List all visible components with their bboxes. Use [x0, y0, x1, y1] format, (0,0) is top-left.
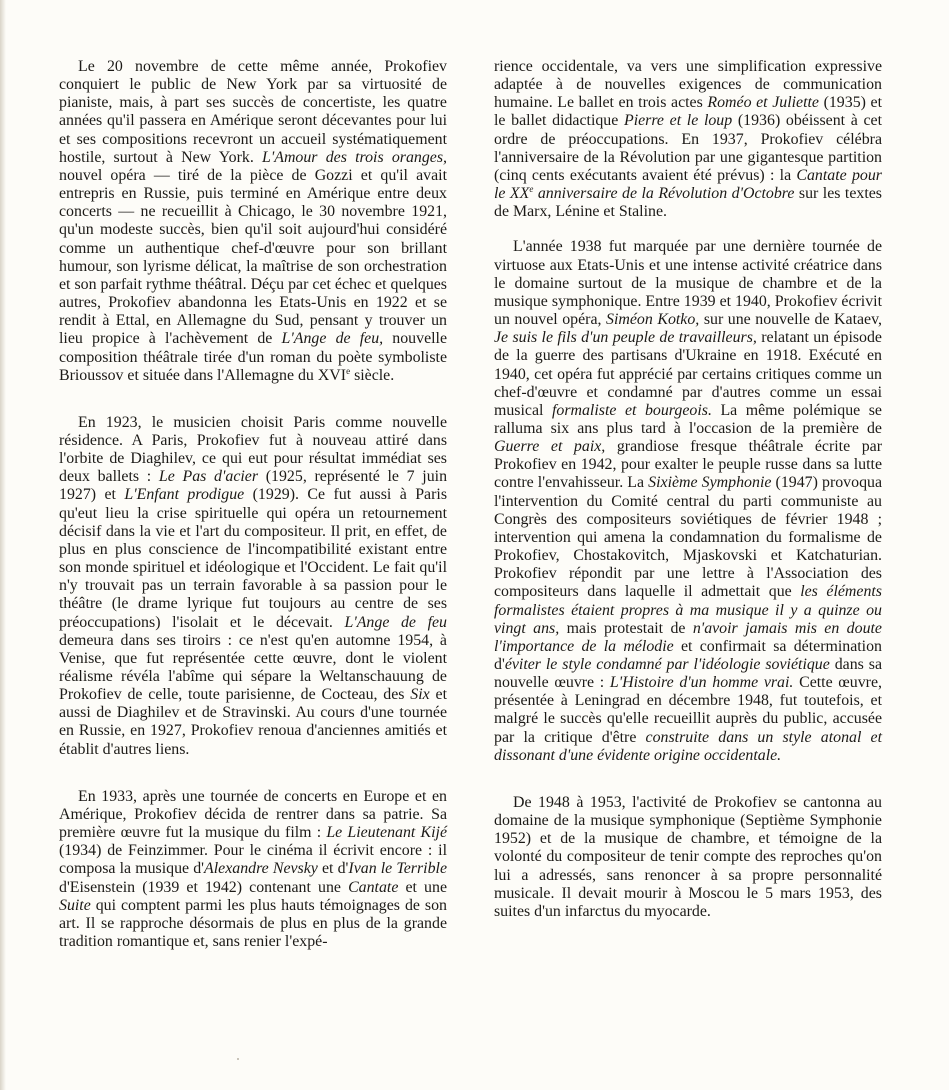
- paragraph-return-to-russia: En 1933, après une tournée de concerts en Europe et en Amérique, Prokofiev décida de rentrer dans sa patrie. Sa première œuvre fut la musique du film : Le Lieutenant Kijé (1934) de Feinzimmer. Pour le cinéma il écrivit encore : il composa la musique d'Alexandre Nevsky et d'Ivan le Terrible d'Eisenstein (1939 et 1942) contenant une Cantate et une Suite qui comptent parmi les plus hauts témoignages de son art. Il se rapproche désormais de plus en plus de la grande tradition romantique et, sans renier l'expé-: [59, 787, 448, 951]
- paragraph-final-years: De 1948 à 1953, l'activité de Prokofiev se cantonna au domaine de la musique symphonique (Septième Symphonie 1952) et de la musique de chambre, et témoigne de la volonté du compositeur de tenir compte des reproches qu'on lui a adressés, sans renoncer à sa propre personnalité musicale. Il devait mourir à Moscou le 5 mars 1953, des suites d'un infarctus du myocarde.: [494, 793, 882, 920]
- left-column: [59, 58, 447, 951]
- page-edge-shadow: [0, 0, 6, 1090]
- scan-speck: [237, 1058, 239, 1060]
- paragraph-paris: En 1923, le musicien choisit Paris comme nouvelle résidence. A Paris, Prokofiev fut à nouveau attiré dans l'orbite de Diaghilev, ce qui eut pour résultat immédiat ses deux ballets : Le Pas d'acier (1925, représenté le 7 juin 1927) et L'Enfant prodigue (1929). Ce fut aussi à Paris qu'eut lieu la crise spirituelle qui opéra un retournement décisif dans la vie et l'art du compositeur. Il prit, en effet, de plus en plus conscience de l'incompatibilité existant entre son monde spirituel et idéologique et l'Occident. Le fait qu'il n'y trouvait pas un terrain favorable à sa passion pour le théâtre (le drame lyrique fut toujours au centre de ses préoccupations) l'isolait et le décevait. L'Ange de feu demeura dans ses tiroirs : ce n'est qu'en automne 1954, à Venise, que fut représentée cette œuvre, dont le violent réalisme révéla l'abîme qui sépare la Weltanschauung de Prokofiev de celle, toute parisienne, de Cocteau, des Six et aussi de Diaghilev et de Stravinski. Au cours d'une tournée en Russie, en 1927, Prokofiev renoua d'anciennes amitiés et établit d'autres liens.: [59, 413, 448, 758]
- paragraph-new-york: Le 20 novembre de cette même année, Prokofiev conquiert le public de New York par sa virtuosité de pianiste, mais, à part ses succès de concertiste, les quatre années qu'il passera en Amérique seront décevantes pour lui et ses compositions recevront un accueil systématiquement hostile, surtout à New York. L'Amour des trois oranges, nouvel opéra — tiré de la pièce de Gozzi et qu'il avait entrepris en Russie, puis terminé en Amérique entre deux concerts — ne recueillit à Chicago, le 30 novembre 1921, qu'un modeste succès, bien qu'il soit aujourd'hui considéré comme un authentique chef-d'œuvre pour son brillant humour, son lyrisme délicat, la maîtrise de son orchestration et son parfait rythme théâtral. Déçu par cet échec et quelques autres, Prokofiev abandonna les Etats-Unis en 1922 et se rendit à Ettal, en Allemagne du Sud, pensant y trouver un lieu propice à l'achèvement de L'Ange de feu, nouvelle composition théâtrale tirée d'un roman du poète symboliste Brioussov et située dans l'Allemagne du XVIe siècle.: [59, 58, 448, 384]
- cantate-title: Cantate pour le XXe anniversaire de la Révolution d'Octobre: [494, 166, 882, 203]
- right-column: [494, 58, 882, 921]
- paragraph-1938: L'année 1938 fut marquée par une dernière tournée de virtuose aux Etats-Unis et une intense activité créatrice dans le domaine surtout de la musique de chambre et de la musique symphonique. Entre 1939 et 1940, Prokofiev écrivit un nouvel opéra, Siméon Kotko, sur une nouvelle de Kataev, Je suis le fils d'un peuple de travailleurs, relatant un épisode de la guerre des partisans d'Ukraine en 1918. Exécuté en 1940, cet opéra fut apprécié par certains critiques comme un chef-d'œuvre et condamné par d'autres comme un essai musical formaliste et bourgeois. La même polémique se ralluma six ans plus tard à l'occasion de la première de Guerre et paix, grandiose fresque théâtrale écrite par Prokofiev en 1942, pour exalter le peuple russe dans sa lutte contre l'envahisseur. La Sixième Symphonie (1947) provoqua l'intervention du Comité central du parti communiste au Congrès des compositeurs soviétiques de février 1948 ; intervention qui amena la condamnation du formalisme de Prokofiev, Chostakovitch, Mjaskovski et Katchaturian. Prokofiev répondit par une lettre à l'Association des compositeurs dans laquelle il admettait que les éléments formalistes étaient propres à ma musique il y a quinze ou vingt ans, mais protestait de n'avoir jamais mis en doute l'importance de la mélodie et confirmait sa détermination d'éviter le style condamné par l'idéologie soviétique dans sa nouvelle œuvre : L'Histoire d'un homme vrai. Cette œuvre, présentée à Leningrad en décembre 1948, fut toutefois, et malgré le succès qu'elle recueillit auprès du public, accusée par la critique d'être construite dans un style atonal et dissonant d'une évidente origine occidentale.: [494, 238, 883, 764]
- paragraph-continuation: rience occidentale, va vers une simplification expressive adaptée à de nouvelles exigences de communication humaine. Le ballet en trois actes Roméo et Juliette (1935) et le ballet didactique Pierre et le loup (1936) obéissent à cet ordre de préoccupations. En 1937, Prokofiev célébra l'anniversaire de la Révolution par une gigantesque partition (cinq cents exécutants avaient été prévus) : la Cantate pour le XXe anniversaire de la Révolution d'Octobre sur les textes de Marx, Lénine et Staline.: [494, 58, 883, 221]
